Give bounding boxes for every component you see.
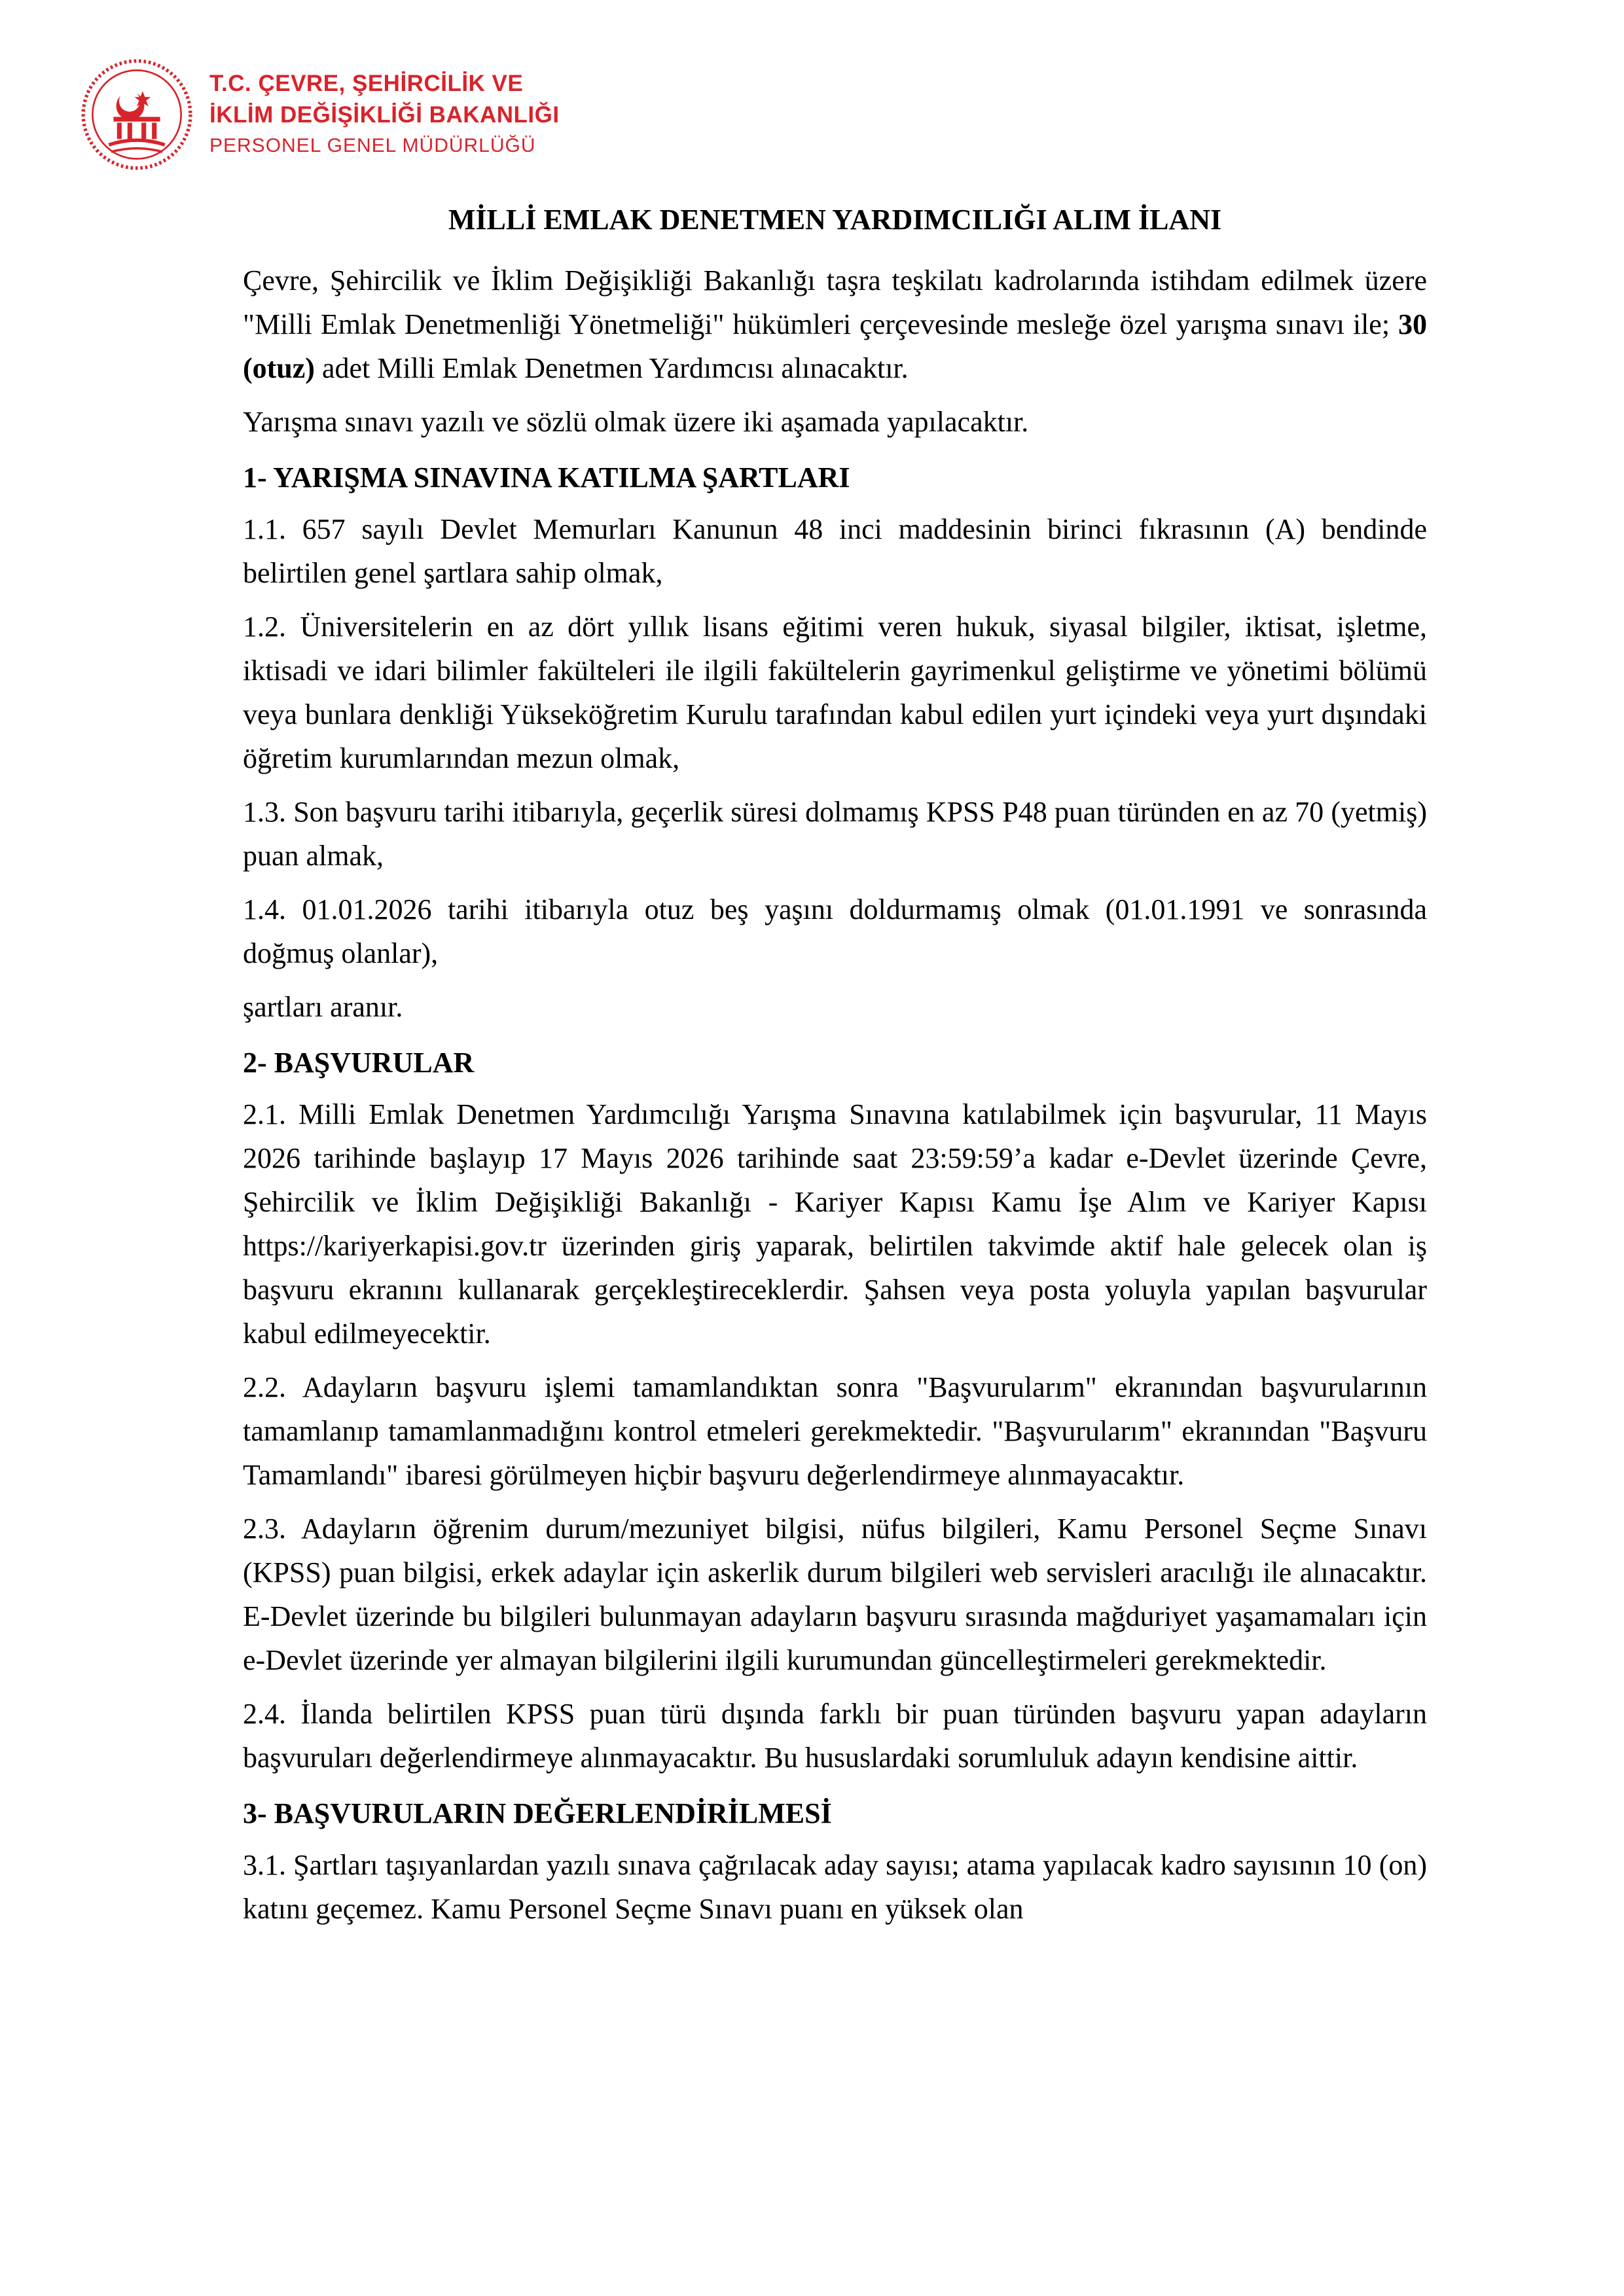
application-item: 2.2. Adayların başvuru işlemi tamamlandıktan sonra "Başvurularım" ekranından başvurularının tamamlanıp tamamlanmadığını kontrol etmeleri gerekmektedir. "Başvurularım" ekranından "Başvuru Tamamlandı" ibaresi görülmeyen hiçbir başvuru değerlendirmeye alınmayacaktır.	[243, 1371, 1427, 1491]
document-body	[243, 198, 1427, 1941]
eligibility-item: 1.2. Üniversitelerin en az dört yıllık lisans eğitimi veren hukuk, siyasal bilgiler, iktisat, işletme, iktisadi ve idari bilimler fakülteleri ile ilgili fakültelerin gayrimenkul geliştirme ve yönetimi bölümü veya bunlara denkliği Yükseköğretim Kurulu tarafından kabul edilen yurt içindeki veya yurt dışındaki öğretim kurumlarından mezun olmak,	[243, 611, 1427, 774]
application-item: 2.4. İlanda belirtilen KPSS puan türü dışında farklı bir puan türünden başvuru yapan adayların başvuruları değerlendirmeye alınmayacaktır. Bu hususlardaki sorumluluk adayın kendisine aittir.	[243, 1698, 1427, 1774]
exam-stages-paragraph: Yarışma sınavı yazılı ve sözlü olmak üzere iki aşamada yapılacaktır.	[243, 406, 1029, 438]
org-department: PERSONEL GENEL MÜDÜRLÜĞÜ	[209, 135, 536, 156]
application-item: 2.1. Milli Emlak Denetmen Yardımcılığı Yarışma Sınavına katılabilmek için başvurular, 11 Mayıs 2026 tarihinde başlayıp 17 Mayıs 2026 tarihinde saat 23:59:59’a kadar e-Devlet üzerinde Çevre, Şehircilik ve İklim Değişikliği Bakanlığı - Kariyer Kapısı Kamu İşe Alım ve Kariyer Kapısı https://kariyerkapisi.gov.tr üzerinden giriş yaparak, belirtilen takvimde aktif hale gelecek olan iş başvuru ekranını kullanarak gerçekleştireceklerdir. Şahsen veya posta yoluyla yapılan başvurular kabul edilmeyecektir.	[243, 1098, 1427, 1350]
org-name-line1: T.C. ÇEVRE, ŞEHİRCİLİK VE	[209, 71, 524, 96]
eligibility-item: 1.1. 657 sayılı Devlet Memurları Kanunun 48 inci maddesinin birinci fıkrasının (A) bendinde belirtilen genel şartlara sahip olmak,	[243, 513, 1427, 589]
organization-name	[209, 68, 560, 161]
letterhead	[79, 52, 560, 177]
eligibility-item: 1.3. Son başvuru tarihi itibarıyla, geçerlik süresi dolmamış KPSS P48 puan türünden en az 70 (yetmiş) puan almak,	[243, 796, 1427, 872]
section-heading-evaluation: 3- BAŞVURULARIN DEĞERLENDİRİLMESİ	[243, 1797, 832, 1829]
document-title: MİLLİ EMLAK DENETMEN YARDIMCILIĞI ALIM İLANI	[448, 204, 1222, 236]
intro-paragraph	[243, 259, 1427, 390]
application-item: 2.3. Adayların öğrenim durum/mezuniyet bilgisi, nüfus bilgileri, Kamu Personel Seçme Sınavı (KPSS) puan bilgisi, erkek adaylar için askerlik durum bilgileri web servisleri aracılığı ile alınacaktır. E-Devlet üzerinde bu bilgileri bulunmayan adayların başvuru sırasında mağduriyet yaşamamaları için e-Devlet üzerinde yer almayan bilgilerini ilgili kurumundan güncelleştirmeleri gerekmektedir.	[243, 1513, 1427, 1676]
section-heading-eligibility: 1- YARIŞMA SINAVINA KATILMA ŞARTLARI	[243, 461, 850, 493]
intro-text-end: adet Milli Emlak Denetmen Yardımcısı alınacaktır.	[314, 352, 909, 384]
intro-text-start: Çevre, Şehircilik ve İklim Değişikliği Bakanlığı taşra teşkilatı kadrolarında istihdam edilmek üzere "Milli Emlak Denetmenliği Yönetmeliği" hükümleri çerçevesinde mesleğe özel yarışma sınavı ile;	[243, 264, 1427, 340]
ministry-emblem-icon	[79, 56, 195, 173]
position-count: 30 (otuz)	[243, 308, 1427, 384]
section-heading-applications: 2- BAŞVURULAR	[243, 1047, 475, 1079]
org-name-line2: İKLİM DEĞİŞİKLİĞİ BAKANLIĞI	[209, 102, 560, 128]
eligibility-item: 1.4. 01.01.2026 tarihi itibarıyla otuz beş yaşını doldurmamış olmak (01.01.1991 ve sonrasında doğmuş olanlar),	[243, 893, 1427, 969]
evaluation-item: 3.1. Şartları taşıyanlardan yazılı sınava çağrılacak aday sayısı; atama yapılacak kadro sayısının 10 (on) katını geçemez. Kamu Personel Seçme Sınavı puanı en yüksek olan	[243, 1849, 1427, 1925]
eligibility-closing: şartları aranır.	[243, 991, 403, 1023]
